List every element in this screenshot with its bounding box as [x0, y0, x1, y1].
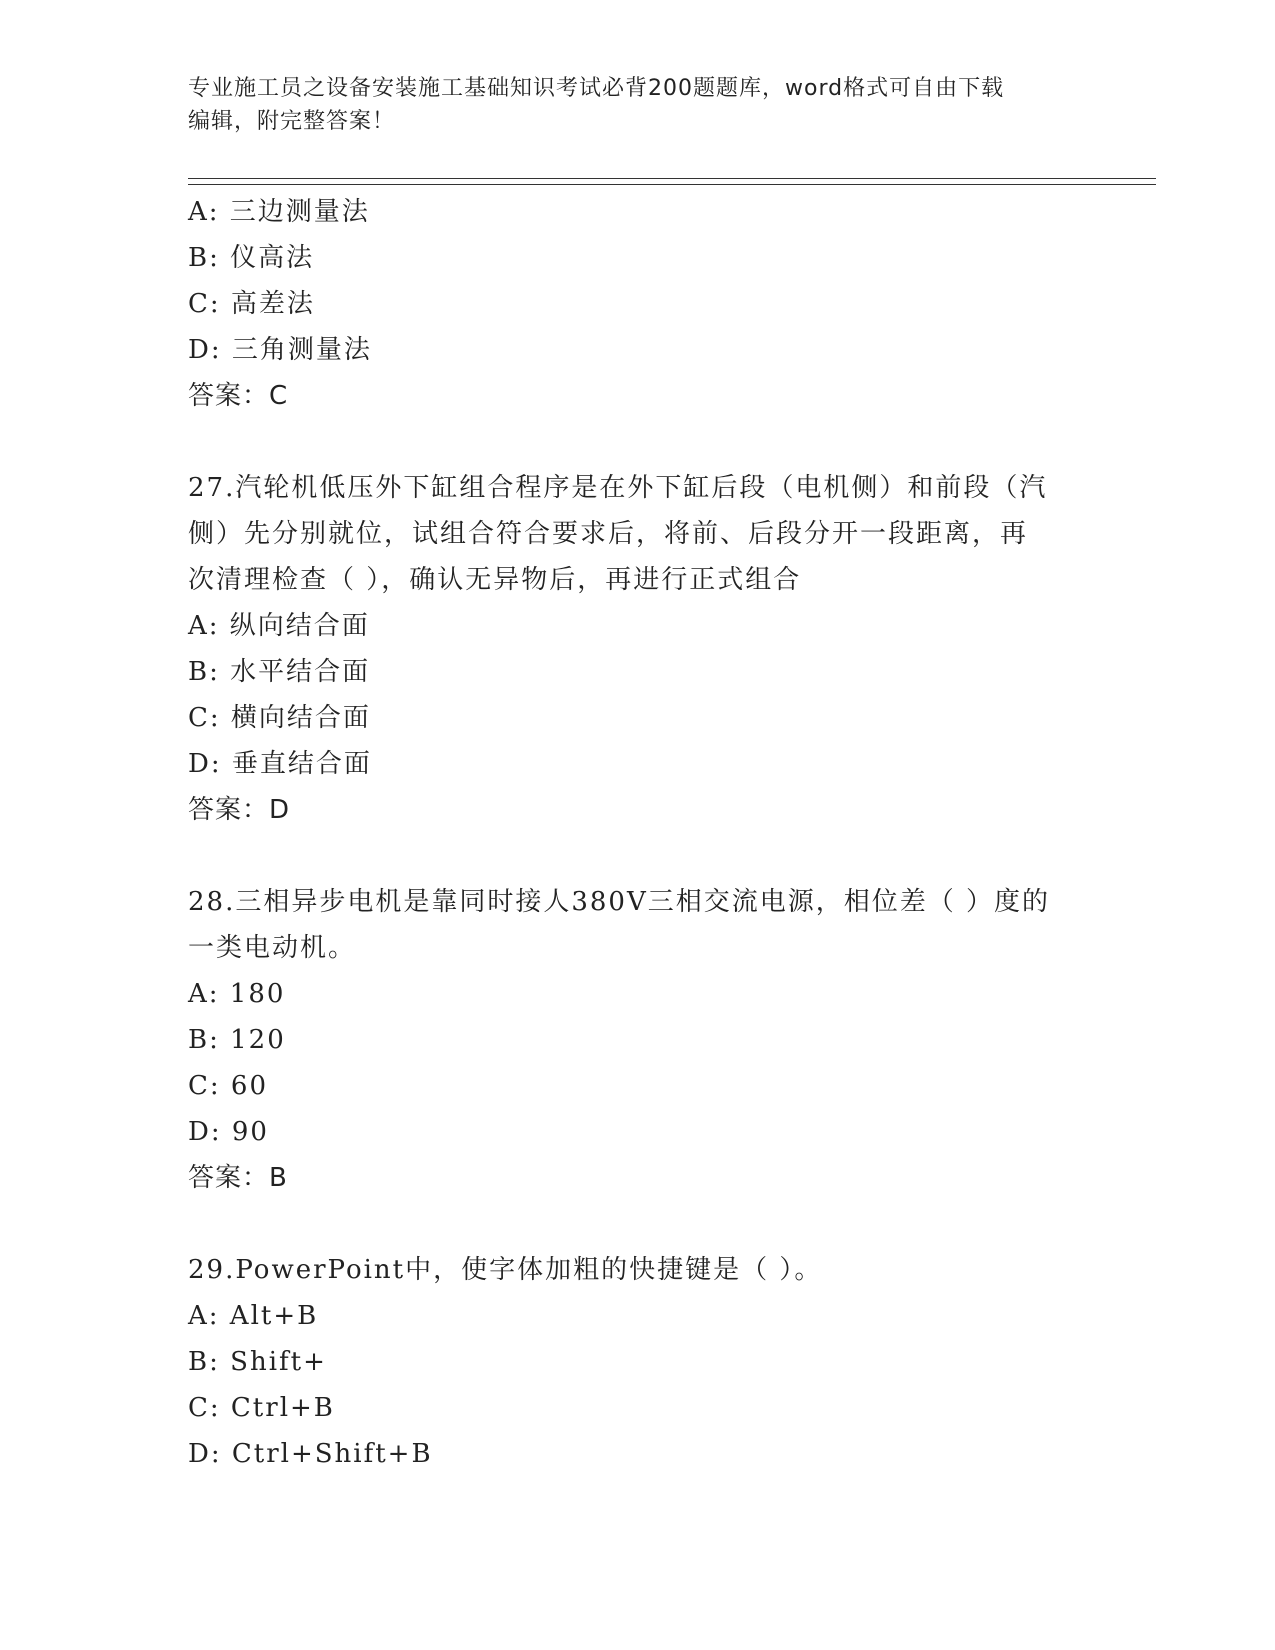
document-header: [188, 72, 1068, 138]
header-rule-top: [188, 178, 1156, 179]
header-line-1: 专业施工员之设备安装施工基础知识考试必背200题题库，word格式可自由下载: [188, 76, 1005, 101]
answer-label: 答案：C: [188, 381, 289, 411]
option-b: B: 120: [188, 1025, 286, 1055]
option-d: D: 三角测量法: [188, 335, 372, 365]
question-list: [188, 189, 1088, 1477]
spacer: [188, 833, 1088, 879]
spacer: [188, 419, 1088, 465]
option-a: A: 纵向结合面: [188, 611, 370, 641]
question-block-27: [188, 465, 1088, 833]
spacer: [188, 1201, 1088, 1247]
question-text-line: 27.汽轮机低压外下缸组合程序是在外下缸后段（电机侧）和前段（汽: [188, 473, 1048, 503]
option-a: A: 三边测量法: [188, 197, 370, 227]
option-d: D: 90: [188, 1117, 269, 1147]
question-text-line: 一类电动机。: [188, 933, 357, 963]
question-text-line: 28.三相异步电机是靠同时接人380V三相交流电源，相位差（ ）度的: [188, 887, 1051, 917]
option-c: C: 高差法: [188, 289, 315, 319]
option-c: C: 60: [188, 1071, 269, 1101]
question-text-line: 侧）先分别就位，试组合符合要求后，将前、后段分开一段距离，再: [188, 519, 1029, 549]
header-line-2: 编辑，附完整答案！: [188, 109, 396, 134]
question-block-26: [188, 189, 1088, 419]
option-c: C: 横向结合面: [188, 703, 371, 733]
question-text-line: 次清理检查（ ），确认无异物后，再进行正式组合: [188, 565, 802, 595]
option-b: B: 水平结合面: [188, 657, 371, 687]
question-block-28: [188, 879, 1088, 1201]
option-d: D: Ctrl+Shift+B: [188, 1439, 433, 1469]
option-c: C: Ctrl+B: [188, 1393, 335, 1423]
option-b: B: 仪高法: [188, 243, 315, 273]
option-a: A: Alt+B: [188, 1301, 319, 1331]
answer-label: 答案：D: [188, 795, 291, 825]
option-b: B: Shift+: [188, 1347, 327, 1377]
question-text-line: 29.PowerPoint中，使字体加粗的快捷键是（ ）。: [188, 1255, 823, 1285]
question-block-29: [188, 1247, 1088, 1477]
option-a: A: 180: [188, 979, 286, 1009]
answer-label: 答案：B: [188, 1163, 288, 1193]
header-rule-bottom: [188, 184, 1156, 185]
option-d: D: 垂直结合面: [188, 749, 372, 779]
